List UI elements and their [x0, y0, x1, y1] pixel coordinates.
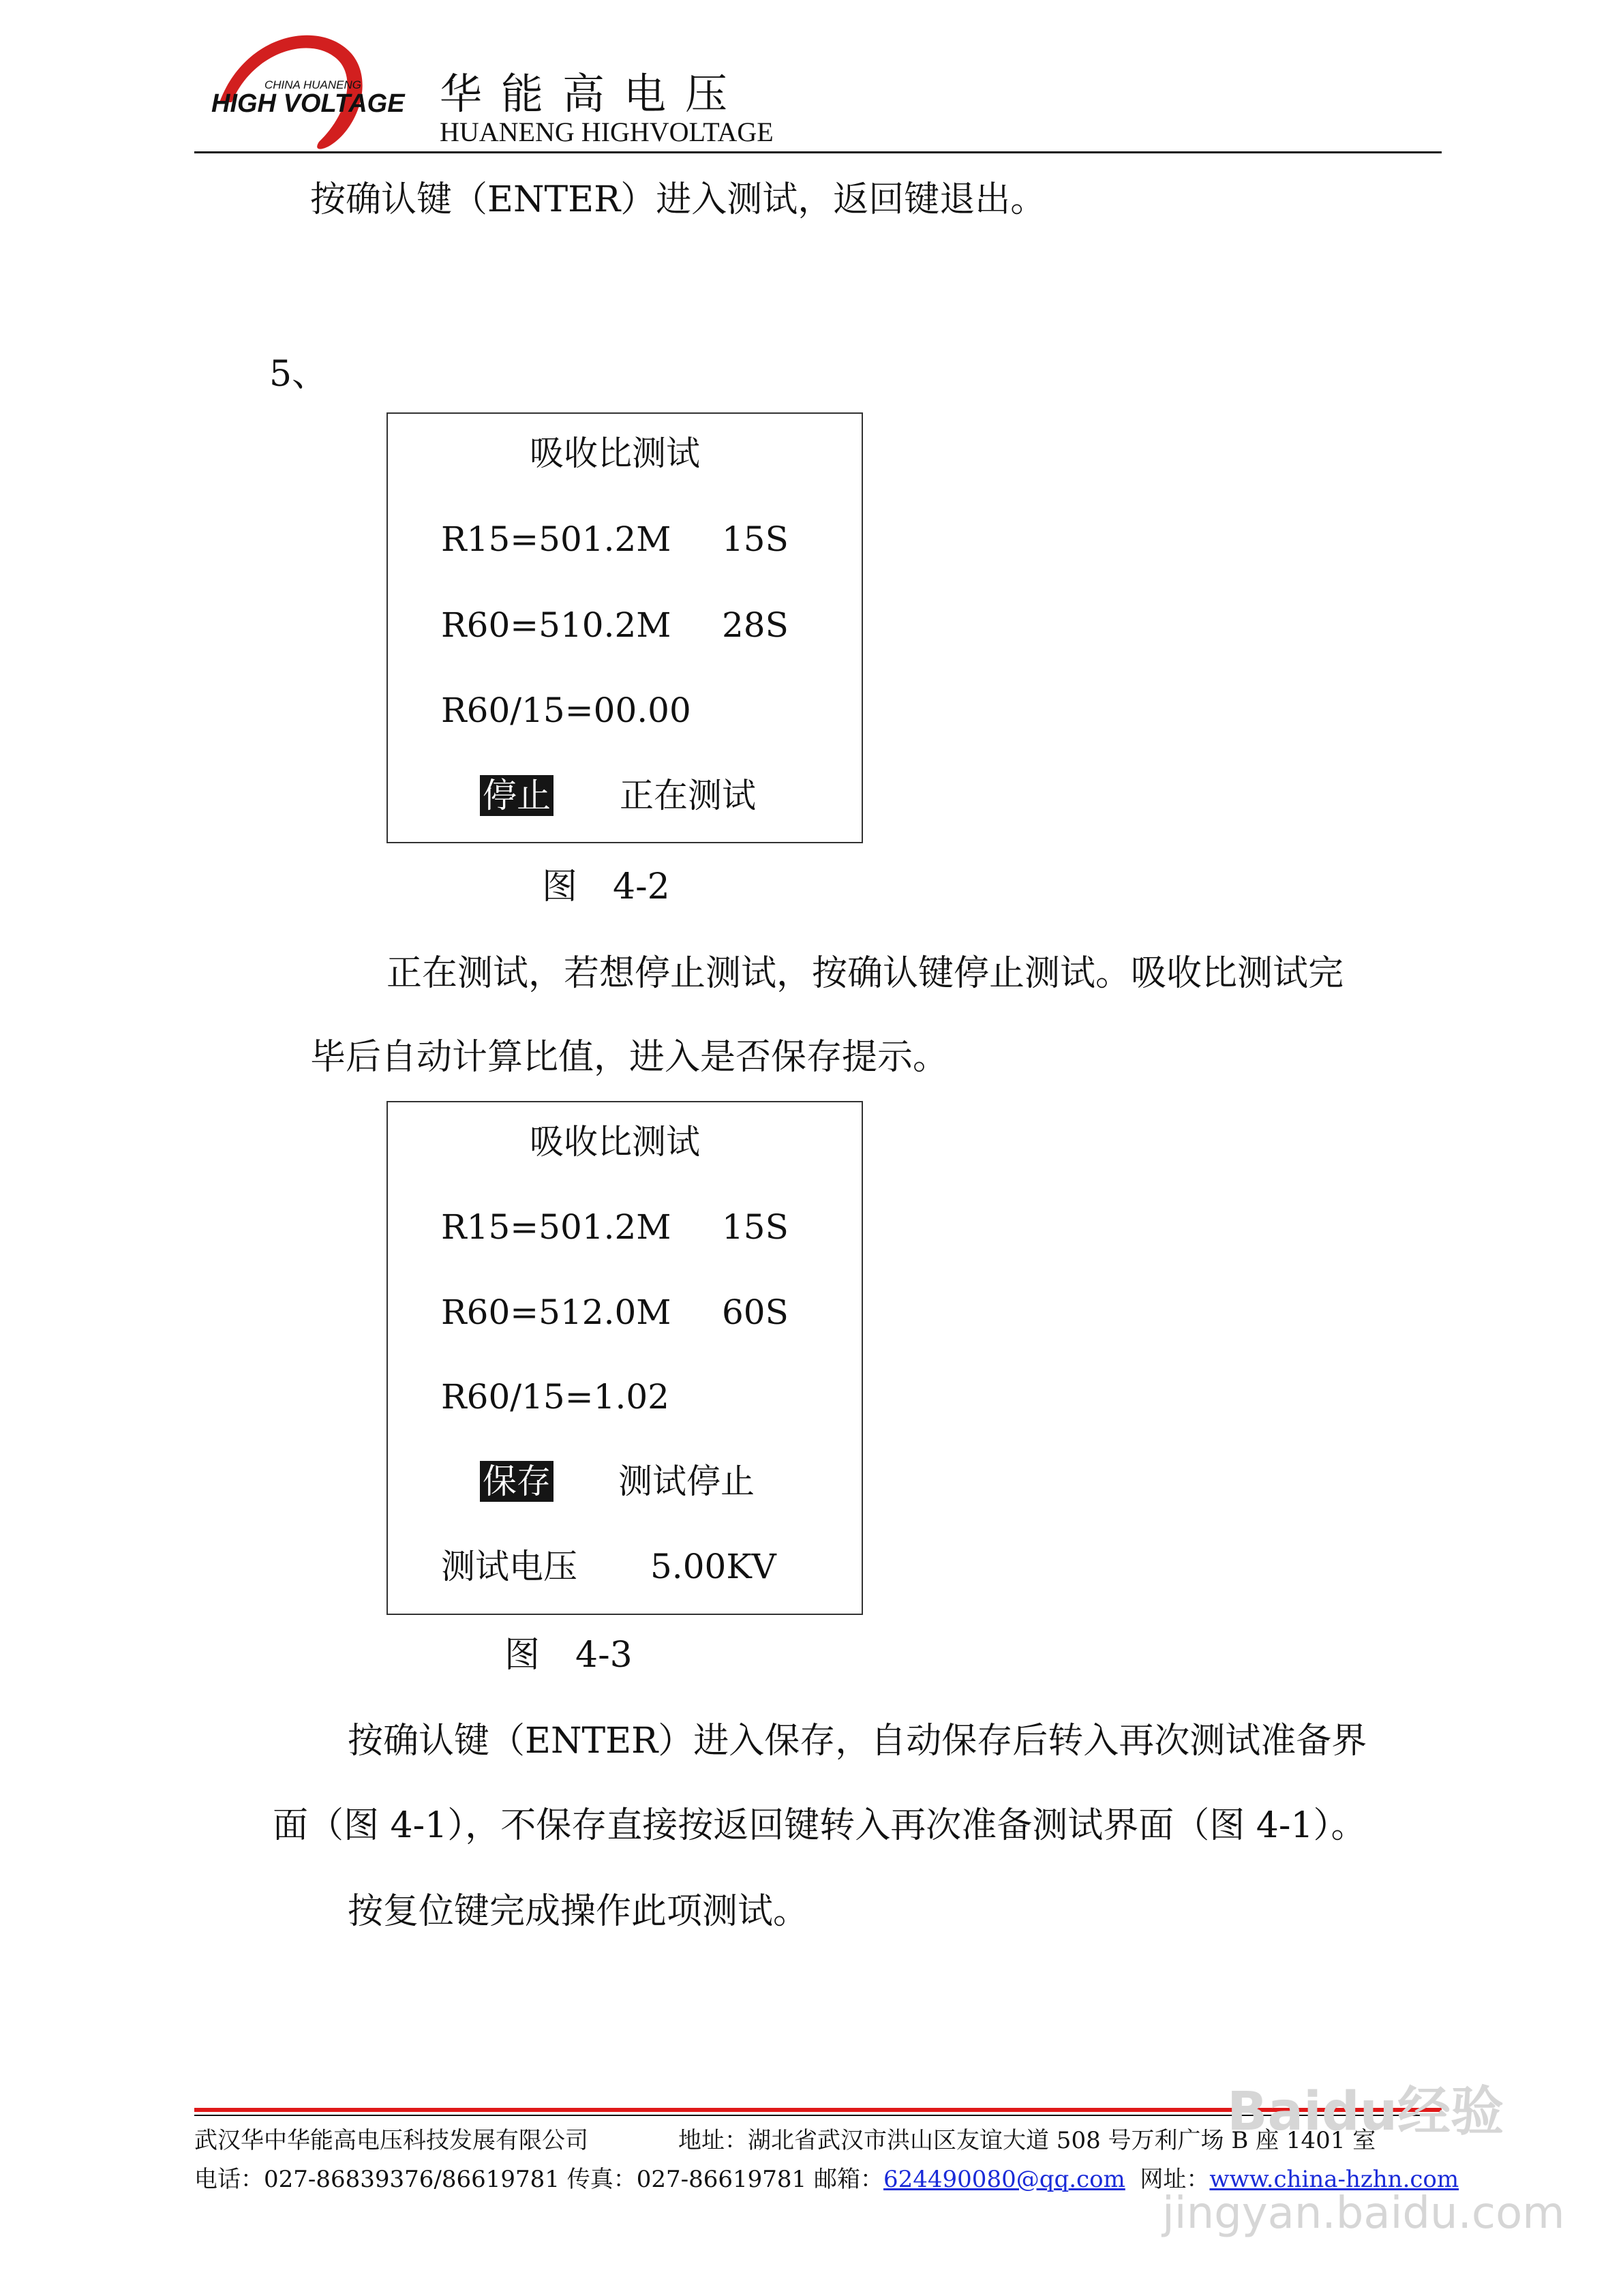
company-name-cn: 华能高电压 [440, 69, 747, 119]
r15-time: 15S [722, 1207, 789, 1247]
logo-top-text: CHINA HUANENG [264, 78, 361, 91]
test-status: 正在测试 [620, 776, 756, 815]
r15-time: 15S [722, 519, 789, 559]
save-button[interactable]: 保存 [480, 1461, 553, 1502]
r60-reading: R60=510.2M [441, 605, 671, 645]
step-number: 5、 [269, 354, 328, 395]
figure-caption-4-3: 图 4-3 [504, 1635, 633, 1676]
figure-caption-4-2: 图 4-2 [542, 866, 670, 907]
stop-button[interactable]: 停止 [480, 775, 553, 816]
paragraph-2-line-2: 面（图 4-1），不保存直接按返回键转入再次准备测试界面（图 4-1）。 [273, 1805, 1367, 1846]
screen-figure-4-3 [386, 1101, 863, 1615]
company-logo [204, 26, 423, 155]
header-divider [194, 151, 1442, 153]
voltage-value: 5.00KV [650, 1547, 776, 1586]
intro-paragraph: 按确认键（ENTER）进入测试，返回键退出。 [310, 179, 1046, 220]
voltage-label: 测试电压 [441, 1547, 577, 1586]
footer-company: 武汉华中华能高电压科技发展有限公司 [194, 2127, 588, 2154]
ratio-reading: R60/15=00.00 [441, 691, 691, 730]
paragraph-3: 按复位键完成操作此项测试。 [348, 1891, 809, 1932]
paragraph-2-line-1: 按确认键（ENTER）进入保存，自动保存后转入再次测试准备界 [348, 1721, 1367, 1762]
screen-title: 吸收比测试 [530, 434, 700, 473]
r60-time: 60S [722, 1293, 789, 1332]
footer-phone: 电话：027-86839376/86619781 传真：027-86619781 邮箱： [194, 2166, 884, 2193]
r15-reading: R15=501.2M [441, 519, 671, 559]
screen-figure-4-2 [386, 412, 863, 843]
company-name-en: HUANENG HIGHVOLTAGE [440, 117, 774, 147]
watermark-url: jingyan.baidu.com [1162, 2188, 1565, 2239]
footer-email-link[interactable]: 624490080@qq.com [883, 2166, 1125, 2193]
paragraph-1-line-2: 毕后自动计算比值，进入是否保存提示。 [310, 1037, 949, 1078]
ratio-reading: R60/15=1.02 [441, 1377, 669, 1417]
logo-main-text: HIGH VOLTAGE [211, 89, 405, 118]
r60-reading: R60=512.0M [441, 1293, 671, 1332]
screen-title: 吸收比测试 [530, 1122, 700, 1162]
paragraph-1-line-1: 正在测试，若想停止测试，按确认键停止测试。吸收比测试完 [386, 953, 1344, 994]
test-status: 测试停止 [618, 1462, 755, 1501]
watermark-brand: Baidu经验 [1227, 2081, 1504, 2143]
r60-time: 28S [722, 605, 789, 645]
footer-website-link[interactable]: www.china-hzhn.com [1209, 2166, 1459, 2193]
footer-address: 地址：湖北省武汉市洪山区友谊大道 508 号万利广场 B 座 1401 室 [678, 2127, 1376, 2154]
r15-reading: R15=501.2M [441, 1207, 671, 1247]
footer-web-label: 网址： [1140, 2166, 1210, 2193]
logo-swoosh-icon [204, 26, 423, 155]
